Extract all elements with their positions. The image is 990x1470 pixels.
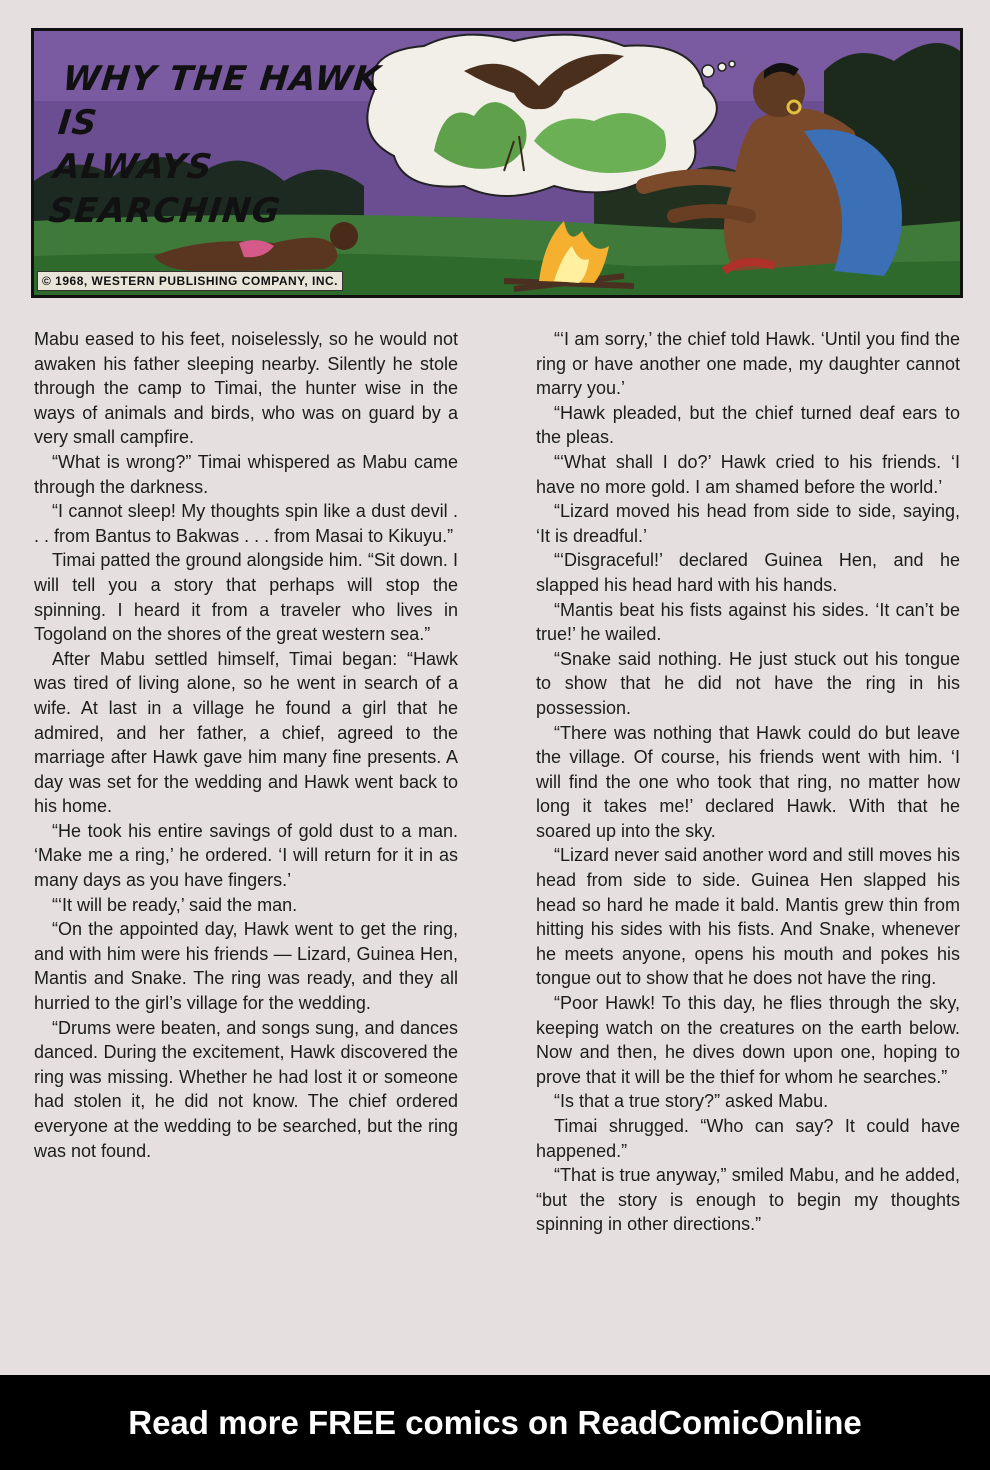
paragraph: “There was nothing that Hawk could do but leave the village. Of course, his friends went with him. ‘I will find the one who took that ring, no matter how long it takes me!’ declared Hawk. With that he soared up into the sky. <box>536 722 960 841</box>
paragraph: “Mantis beat his fists against his sides. ‘It can’t be true!’ he wailed. <box>536 599 960 645</box>
copyright-notice: © 1968, WESTERN PUBLISHING COMPANY, INC. <box>37 271 343 291</box>
paragraph: “That is true anyway,” smiled Mabu, and he added, “but the story is enough to begin my thoughts spinning in other directions.” <box>536 1165 960 1235</box>
paragraph: “Poor Hawk! To this day, he flies through the sky, keeping watch on the creatures on the earth below. Now and then, he dives down upon one, hoping to prove that it will be the thief for whom he searches.” <box>536 993 960 1087</box>
paragraph: “‘What shall I do?’ Hawk cried to his friends. ‘I have no more gold. I am shamed before the world.’ <box>536 451 960 497</box>
paragraph: “‘It will be ready,’ said the man. <box>52 894 298 915</box>
paragraph: “I cannot sleep! My thoughts spin like a dust devil . . . from Bantus to Bakwas . . . from Masai to Kikuyu.” <box>34 501 458 546</box>
story-column-right <box>536 327 960 1237</box>
illustration-panel <box>31 28 963 298</box>
paragraph: “He took his entire savings of gold dust to a man. ‘Make me a ring,’ he ordered. ‘I will return for it in as many days as you have fingers.’ <box>34 820 458 891</box>
paragraph: “Lizard never said another word and still moves his head from side to side. Guinea Hen slapped his head so hard he made it bald. Mantis grew thin from hitting his sides with his fists. And Snake, whenever he meets anyone, opens his mouth and pokes his tongue out to show that he does not have the ring. <box>536 845 960 989</box>
title-line-2: ALWAYS SEARCHING <box>46 147 283 231</box>
paragraph: “Is that a true story?” asked Mabu. <box>554 1091 829 1112</box>
paragraph: “On the appointed day, Hawk went to get the ring, and with him were his friends — Lizard, Guinea Hen, Mantis and Snake. The ring was ready, and they all hurried to the girl’s village for the wedding. <box>34 919 458 1014</box>
paragraph: Mabu eased to his feet, noiselessly, so he would not awaken his father sleeping nearby. Silently he stole through the camp to Timai, the hunter wise in the ways of animals and birds, who was on guard by a very small campfire. <box>34 329 458 448</box>
paragraph: “Drums were beaten, and songs sung, and dances danced. During the excitement, Hawk discovered the ring was missing. Whether he had lost it or someone had stolen it, he did not know. The chief ordered everyone at the wedding to be searched, but the ring was not found. <box>34 1017 458 1161</box>
paragraph: Timai shrugged. “Who can say? It could have happened.” <box>536 1116 960 1161</box>
paragraph: “Hawk pleaded, but the chief turned deaf ears to the pleas. <box>536 402 960 448</box>
paragraph: “Lizard moved his head from side to side, saying, ‘It is dreadful.’ <box>536 501 960 546</box>
paragraph: “Snake said nothing. He just stuck out his tongue to show that he did not have the ring in his possession. <box>536 648 960 718</box>
paragraph: “What is wrong?” Timai whispered as Mabu came through the darkness. <box>34 451 458 497</box>
story-title <box>47 57 425 233</box>
paragraph: After Mabu settled himself, Timai began: “Hawk was tired of living alone, so he went in search of a wife. At last in a village he found a girl that he admired, and her father, a chief, agreed to the marriage after Hawk gave him many fine presents. A day was set for the wedding and Hawk went back to his home. <box>34 648 458 817</box>
story-column-left <box>34 327 458 1163</box>
paragraph: “‘Disgraceful!’ declared Guinea Hen, and he slapped his head hard with his hands. <box>536 550 960 595</box>
paragraph: “‘I am sorry,’ the chief told Hawk. ‘Until you find the ring or have another one made, my daughter cannot marry you.’ <box>536 329 960 399</box>
title-line-1: WHY THE HAWK IS <box>56 59 383 143</box>
paragraph: Timai patted the ground alongside him. “Sit down. I will tell you a story that perhaps will stop the spinning. I heard it from a traveler who lives in Togoland on the shores of the great western sea.” <box>34 550 458 645</box>
promo-banner[interactable]: Read more FREE comics on ReadComicOnline <box>0 1375 990 1470</box>
